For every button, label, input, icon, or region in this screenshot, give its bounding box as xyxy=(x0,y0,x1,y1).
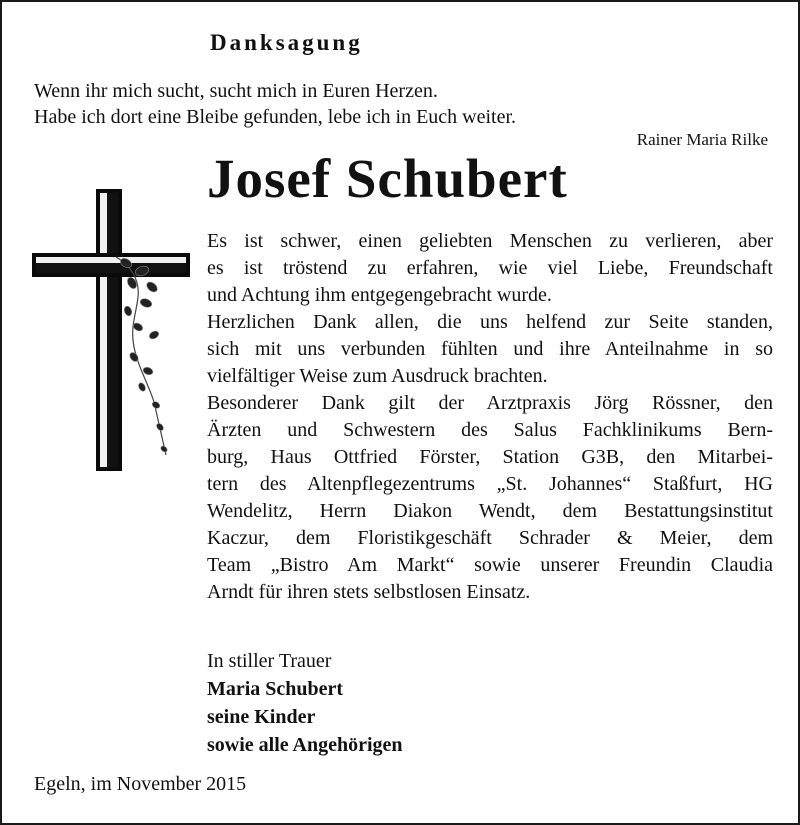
thanks-line: burg, Haus Ottfried Förster, Station G3B, den Mitarbei- xyxy=(207,446,773,468)
thanks-line: es ist tröstend zu erfahren, wie viel Liebe, Freundschaft xyxy=(207,257,773,279)
cross-with-ivy-icon xyxy=(30,187,192,472)
mourner-name: sowie alle Angehörigen xyxy=(207,734,403,756)
thanks-line: Ärzten und Schwestern des Salus Fachklinikums Bern- xyxy=(207,419,773,441)
signoff xyxy=(207,647,403,759)
poem-author: Rainer Maria Rilke xyxy=(636,130,768,149)
poem-line: Wenn ihr mich sucht, sucht mich in Euren Herzen. xyxy=(34,80,438,102)
thanks-line: sich mit uns verbunden fühlten und ihre Anteilnahme in so xyxy=(207,338,773,360)
place-date: Egeln, im November 2015 xyxy=(34,773,247,795)
notice-heading: Danksagung xyxy=(210,30,363,55)
mourner-name: seine Kinder xyxy=(207,706,316,728)
thanks-line: Team „Bistro Am Markt“ sowie unserer Freundin Claudia xyxy=(207,554,773,576)
signoff-intro: In stiller Trauer xyxy=(207,650,332,672)
thanks-line: Besonderer Dank gilt der Arztpraxis Jörg Rössner, den xyxy=(207,392,773,414)
thanks-line: vielfältiger Weise zum Ausdruck brachten. xyxy=(207,365,548,387)
thanks-line: Kaczur, dem Floristikgeschäft Schrader & Meier, dem xyxy=(207,527,773,549)
thanks-line: und Achtung ihm entgegengebracht wurde. xyxy=(207,284,552,306)
poem-line: Habe ich dort eine Bleibe gefunden, lebe ich in Euch weiter. xyxy=(34,106,517,128)
deceased-name: Josef Schubert xyxy=(207,148,568,209)
poem-quote xyxy=(34,78,516,130)
mourner-name: Maria Schubert xyxy=(207,678,344,700)
thanks-line: tern des Altenpflegezentrums „St. Johannes“ Staßfurt, HG xyxy=(207,473,773,495)
thanks-line: Es ist schwer, einen geliebten Menschen zu verlieren, aber xyxy=(207,230,773,252)
thanks-line: Herzlichen Dank allen, die uns helfend zur Seite standen, xyxy=(207,311,773,333)
thanks-text xyxy=(207,228,773,606)
thanks-line: Arndt für ihren stets selbstlosen Einsatz. xyxy=(207,581,531,603)
thanks-line: Wendelitz, Herrn Diakon Wendt, dem Bestattungsinstitut xyxy=(207,500,773,522)
